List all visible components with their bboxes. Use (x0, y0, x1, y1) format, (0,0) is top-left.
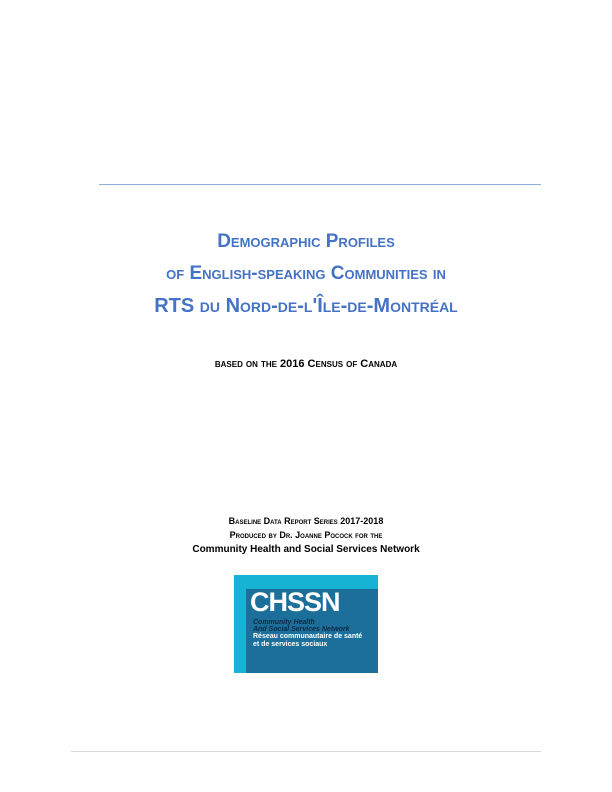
report-title (0, 226, 612, 322)
chssn-logo (234, 575, 378, 673)
logo-french-name (253, 633, 362, 649)
logo-french-line-2: et de services sociaux (253, 641, 328, 648)
logo-english-line-2: And Social Services Network (253, 626, 350, 633)
logo-english-name (253, 619, 349, 633)
title-line-3: RTS du Nord-de-l'Île-de-Montréal (154, 295, 458, 317)
credits-block (0, 514, 612, 558)
report-subtitle: based on the 2016 Census of Canada (214, 358, 398, 370)
logo-english-line-1: Community Health (253, 619, 315, 626)
producer-label: Produced by Dr. Joanne Pocock for the (229, 530, 383, 540)
logo-french-line-1: Réseau communautaire de santé (253, 633, 363, 640)
title-line-2: of English-speaking Communities in (166, 263, 446, 284)
series-label: Baseline Data Report Series 2017-2018 (228, 516, 384, 526)
title-line-1: Demographic Profiles (217, 231, 395, 252)
logo-acronym: CHSSN (250, 587, 340, 617)
network-name: Community Health and Social Services Network (192, 544, 420, 555)
bottom-divider (71, 751, 541, 752)
top-divider (99, 184, 541, 185)
